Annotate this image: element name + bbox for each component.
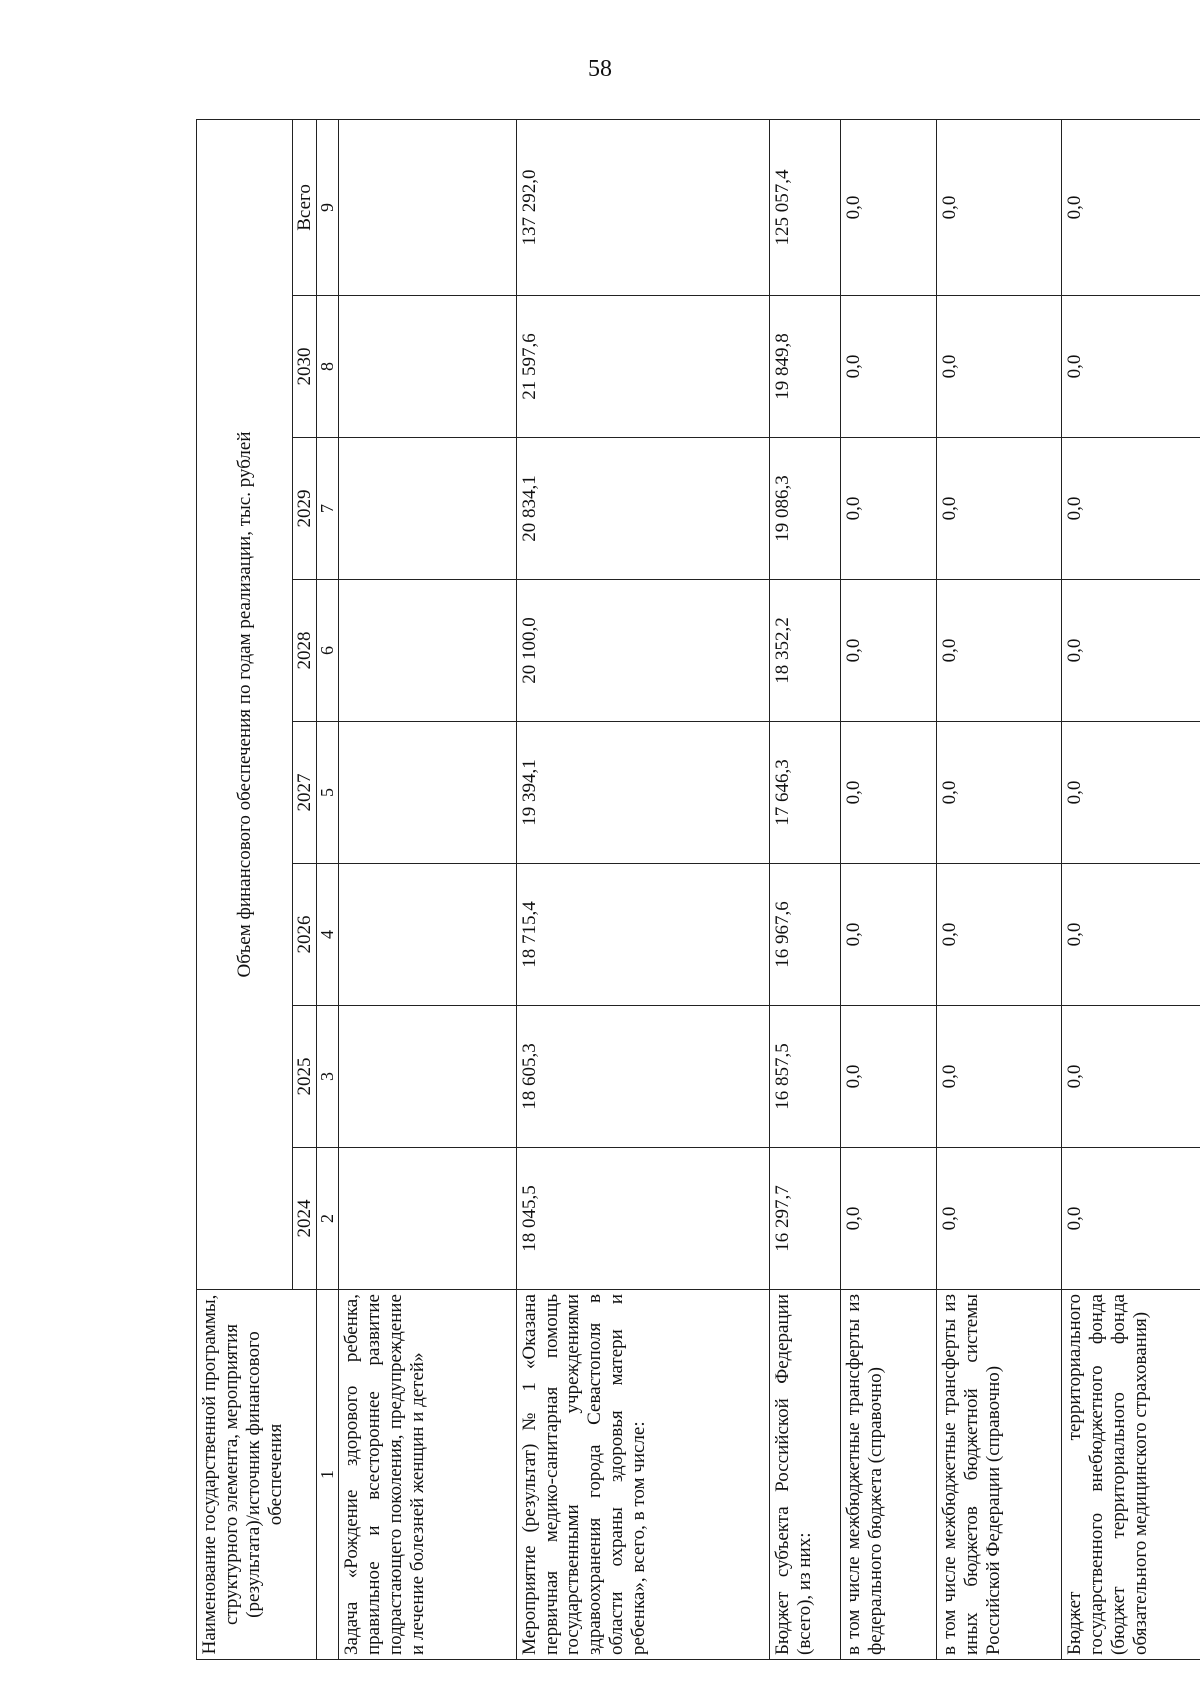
value-cell: 19 086,3 [770,438,841,580]
value-cell: 21 597,6 [516,296,769,438]
header-name-cell: Наименование государственной программы, структурного элемента, мероприятия (результата)/источник финансового обеспечения [197,1290,317,1660]
column-number: 6 [317,580,339,722]
value-cell [339,119,517,295]
financing-table [196,119,1200,1660]
year-header: 2024 [293,1148,317,1290]
value-cell: 0,0 [937,1006,1062,1148]
value-cell: 0,0 [937,722,1062,864]
year-header: 2027 [293,722,317,864]
row-name: Мероприятие (результат) № 1 «Оказана первичная медико-санитарная помощь государственными учреждениями здравоохранения города Севастополя в области охраны здоровья матери и ребенка», всего, в том числе: [516,1290,769,1660]
header-volume-cell: Объем финансового обеспечения по годам реализации, тыс. рублей [197,119,293,1289]
table-row [339,119,517,1659]
row-name: Бюджет субъекта Российской Федерации (всего), из них: [770,1290,841,1660]
year-header: 2025 [293,1006,317,1148]
value-cell: 0,0 [1062,296,1200,438]
value-cell: 137 292,0 [516,119,769,295]
column-number: 9 [317,119,339,295]
value-cell: 16 297,7 [770,1148,841,1290]
value-cell: 0,0 [841,438,937,580]
value-cell: 0,0 [841,296,937,438]
value-cell: 0,0 [937,438,1062,580]
value-cell: 0,0 [841,580,937,722]
value-cell: 18 352,2 [770,580,841,722]
column-number: 8 [317,296,339,438]
table-row [1062,119,1200,1659]
column-number: 4 [317,864,339,1006]
row-name: Задача «Рождение здорового ребенка, правильное и всестороннее развитие подрастающего поколения, предупреждение и лечение болезней женщин и детей» [339,1290,517,1660]
value-cell: 20 100,0 [516,580,769,722]
value-cell [339,580,517,722]
value-cell: 0,0 [1062,1148,1200,1290]
value-cell: 0,0 [937,864,1062,1006]
year-header: Всего [293,119,317,295]
row-name: в том числе межбюджетные трансферты из федерального бюджета (справочно) [841,1290,937,1660]
value-cell: 125 057,4 [770,119,841,295]
value-cell: 20 834,1 [516,438,769,580]
value-cell: 0,0 [937,119,1062,295]
value-cell: 17 646,3 [770,722,841,864]
year-header: 2028 [293,580,317,722]
value-cell: 0,0 [1062,1006,1200,1148]
year-header: 2030 [293,296,317,438]
column-number: 3 [317,1006,339,1148]
value-cell [339,1148,517,1290]
value-cell: 0,0 [937,296,1062,438]
table-row [937,119,1062,1659]
table-row [516,119,769,1659]
value-cell: 18 045,5 [516,1148,769,1290]
value-cell: 0,0 [1062,119,1200,295]
value-cell: 19 849,8 [770,296,841,438]
value-cell: 0,0 [937,580,1062,722]
value-cell: 0,0 [841,864,937,1006]
value-cell [339,438,517,580]
column-number: 7 [317,438,339,580]
table-row [841,119,937,1659]
value-cell: 18 715,4 [516,864,769,1006]
value-cell: 0,0 [841,722,937,864]
value-cell: 0,0 [841,1006,937,1148]
value-cell: 16 857,5 [770,1006,841,1148]
value-cell: 18 605,3 [516,1006,769,1148]
value-cell: 0,0 [841,1148,937,1290]
column-number: 1 [317,1290,339,1660]
value-cell: 0,0 [1062,864,1200,1006]
column-number: 5 [317,722,339,864]
value-cell: 0,0 [1062,438,1200,580]
value-cell: 0,0 [1062,722,1200,864]
table-row [770,119,841,1659]
value-cell [339,722,517,864]
year-header: 2029 [293,438,317,580]
value-cell: 16 967,6 [770,864,841,1006]
row-name: в том числе межбюджетные трансферты из иных бюджетов бюджетной системы Российской Федерации (справочно) [937,1290,1062,1660]
page-number: 58 [588,56,612,82]
value-cell: 19 394,1 [516,722,769,864]
value-cell [339,864,517,1006]
value-cell: 0,0 [841,119,937,295]
rotated-table-container [196,120,1200,1660]
value-cell [339,296,517,438]
row-name: Бюджет территориального государственного внебюджетного фонда (бюджет территориального фонда обязательного медицинского страхования) [1062,1290,1200,1660]
value-cell [339,1006,517,1148]
value-cell: 0,0 [937,1148,1062,1290]
year-header: 2026 [293,864,317,1006]
value-cell: 0,0 [1062,580,1200,722]
column-number: 2 [317,1148,339,1290]
